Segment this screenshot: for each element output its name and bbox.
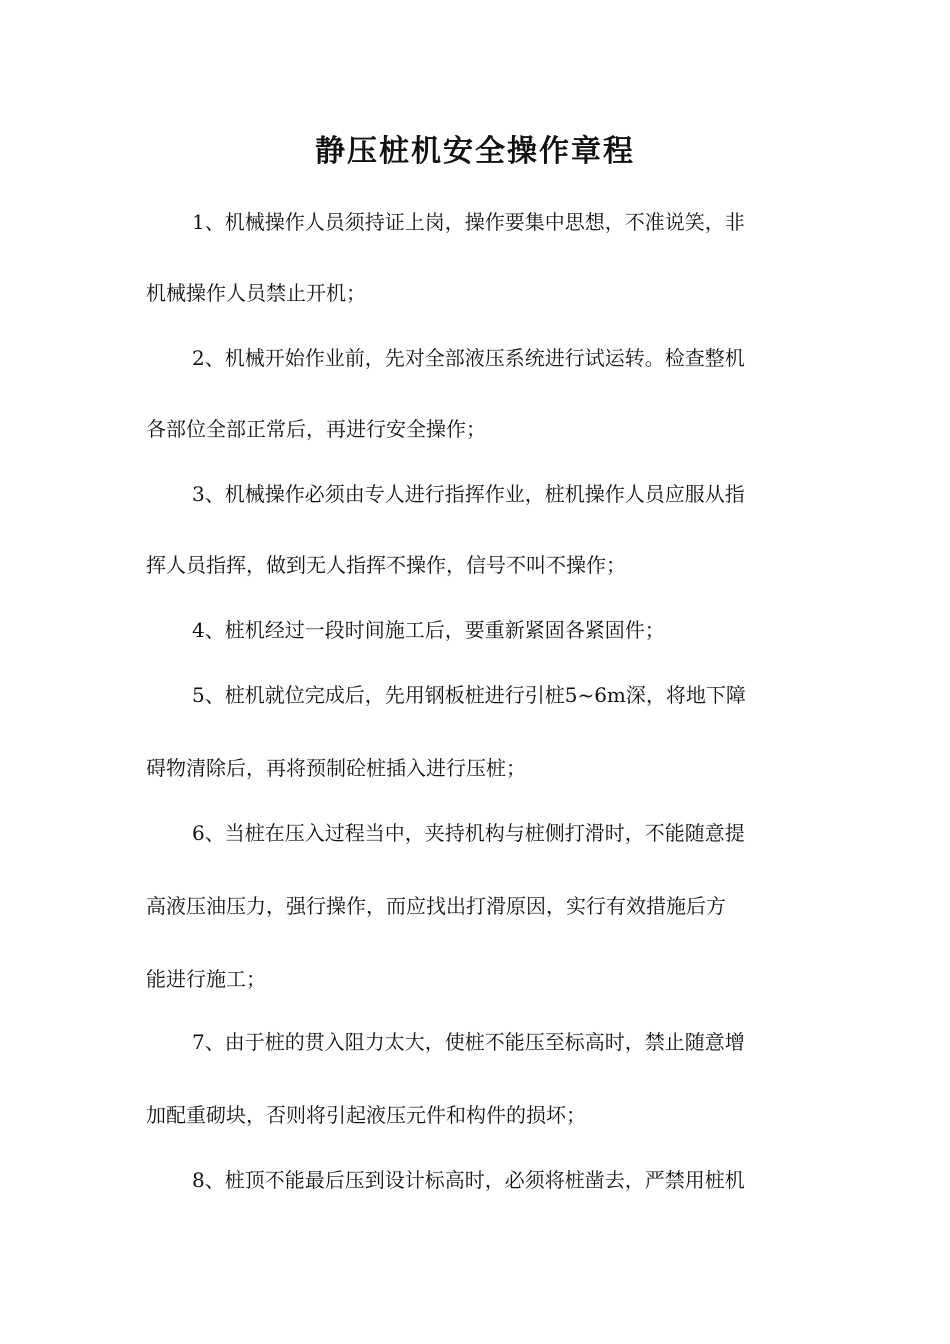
- paragraph-line: 碍物清除后，再将预制砼桩插入进行压桩；: [146, 756, 526, 780]
- paragraph-line: 5、桩机就位完成后，先用钢板桩进行引桩5~6m深，将地下障: [192, 683, 746, 707]
- paragraph-line: 挥人员指挥，做到无人指挥不操作，信号不叫不操作；: [146, 553, 626, 577]
- paragraph-line: 7、由于桩的贯入阻力太大，使桩不能压至标高时，禁止随意增: [192, 1030, 745, 1054]
- paragraph-line: 机械操作人员禁止开机；: [146, 281, 366, 305]
- page-title: 静压桩机安全操作章程: [315, 134, 635, 169]
- paragraph-line: 4、桩机经过一段时间施工后，要重新紧固各紧固件；: [192, 618, 665, 642]
- paragraph-line: 3、机械操作必须由专人进行指挥作业，桩机操作人员应服从指: [192, 482, 745, 506]
- paragraph-line: 各部位全部正常后，再进行安全操作；: [146, 417, 486, 441]
- paragraph-line: 2、机械开始作业前，先对全部液压系统进行试运转。检查整机: [192, 346, 745, 370]
- paragraph-line: 6、当桩在压入过程当中，夹持机构与桩侧打滑时，不能随意提: [192, 821, 745, 845]
- paragraph-line: 能进行施工；: [146, 967, 266, 991]
- paragraph-line: 1、机械操作人员须持证上岗，操作要集中思想，不准说笑，非: [192, 210, 745, 234]
- paragraph-line: 加配重砌块，否则将引起液压元件和构件的损坏；: [146, 1103, 586, 1127]
- paragraph-line: 高液压油压力，强行操作，而应找出打滑原因，实行有效措施后方: [146, 894, 726, 918]
- paragraph-line: 8、桩顶不能最后压到设计标高时，必须将桩凿去，严禁用桩机: [192, 1168, 745, 1192]
